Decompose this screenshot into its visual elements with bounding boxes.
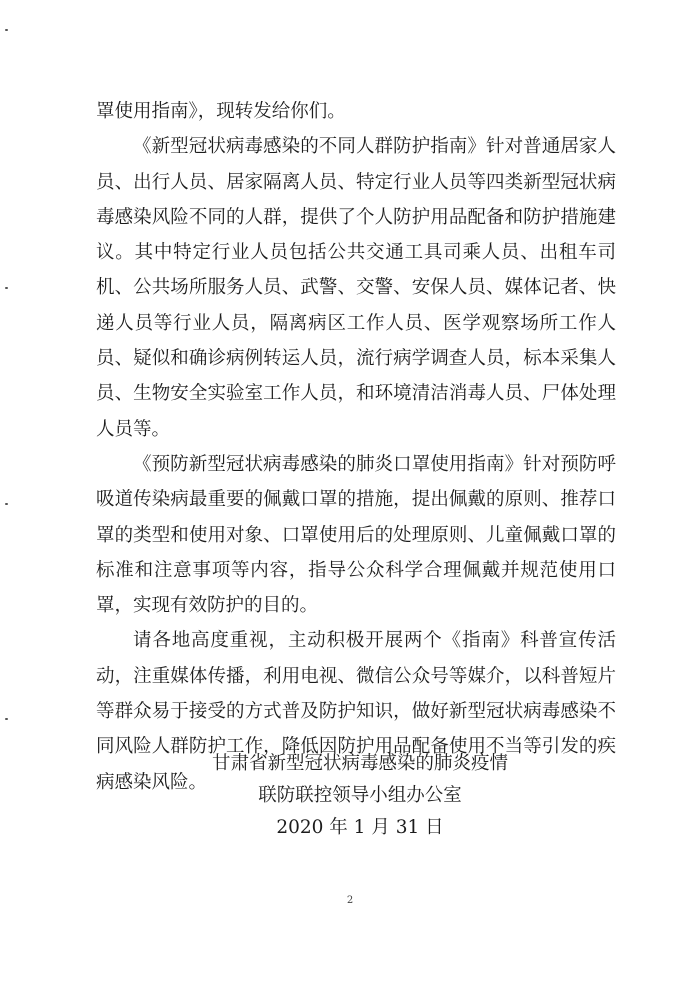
scan-speck: [5, 287, 8, 289]
document-body: [96, 94, 616, 800]
issuing-organization-line-1: 甘肃省新型冠状病毒感染的肺炎疫情: [211, 753, 508, 774]
signature-block: [200, 748, 520, 844]
body-paragraph-1: 罩使用指南》，现转发给你们。: [96, 101, 346, 122]
scan-speck: [5, 503, 8, 505]
body-paragraph-3: 《预防新型冠状病毒感染的肺炎口罩使用指南》针对预防呼吸道传染病最重要的佩戴口罩的措施，提出佩戴的原则、推荐口罩的类型和使用对象、口罩使用后的处理原则、儿童佩戴口罩的标准和注意事项等内容，指导公众科学合理佩戴并规范使用口罩，实现有效防护的目的。: [96, 453, 616, 617]
page-number: 2: [346, 895, 354, 906]
body-paragraph-2: 《新型冠状病毒感染的不同人群防护指南》针对普通居家人员、出行人员、居家隔离人员、特定行业人员等四类新型冠状病毒感染风险不同的人群，提供了个人防护用品配备和防护措施建议。其中特定行业人员包括公共交通工具司乘人员、出租车司机、公共场所服务人员、武警、交警、安保人员、媒体记者、快递人员等行业人员，隔离病区工作人员、医学观察场所工作人员、疑似和确诊病例转运人员，流行病学调查人员，标本采集人员、生物安全实验室工作人员，和环境清洁消毒人员、尸体处理人员等。: [96, 136, 616, 440]
issuing-organization-line-2: 联防联控领导小组办公室: [258, 785, 462, 806]
body-paragraph-4: 请各地高度重视，主动积极开展两个《指南》科普宣传活动，注重媒体传播，利用电视、微信公众号等媒介，以科普短片等群众易于接受的方式普及防护知识，做好新型冠状病毒感染不同风险人群防护工作，降低因防护用品配备使用不当等引发的疾病感染风险。: [96, 630, 616, 793]
issue-date: 2020 年 1 月 31 日: [276, 817, 444, 838]
scan-speck: [5, 29, 8, 31]
scan-speck: [5, 718, 8, 720]
